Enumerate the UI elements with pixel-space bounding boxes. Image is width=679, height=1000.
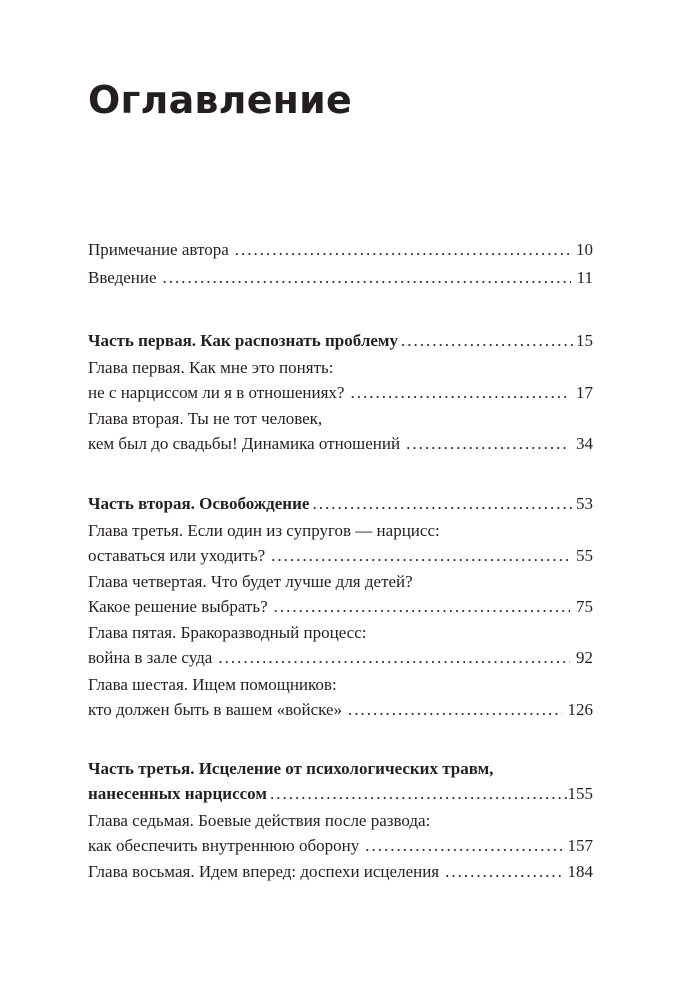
page-number: 15 — [576, 331, 593, 350]
toc-chapter-three[interactable] — [88, 518, 593, 568]
dot-leader — [235, 237, 570, 262]
part-title-line-2: нанесенных нарциссом — [88, 784, 267, 803]
dot-leader — [401, 328, 576, 353]
entry-title-line-2: оставаться или уходить? — [88, 546, 266, 565]
page-number: 55 — [576, 546, 593, 565]
entry-title-line-2: кем был до свадьбы! Динамика отношений — [88, 434, 401, 453]
entry-title-line-1: Глава третья. Если один из супругов — нарцисс: — [88, 521, 440, 540]
toc-entry-author-note[interactable] — [88, 237, 593, 262]
dot-leader — [365, 833, 561, 858]
entry-title-line-1: Глава четвертая. Что будет лучше для детей? — [88, 572, 413, 591]
toc-chapter-two[interactable] — [88, 406, 593, 456]
dot-leader — [348, 697, 561, 722]
part-title: Часть вторая. Освобождение — [88, 494, 310, 513]
page-number: 75 — [576, 597, 593, 616]
entry-title-line-2: война в зале суда — [88, 648, 213, 667]
entry-title-line-2: не с нарциссом ли я в отношениях? — [88, 383, 345, 402]
page-number: 34 — [576, 434, 593, 453]
dot-leader — [271, 543, 570, 568]
toc-part-three[interactable] — [88, 756, 593, 806]
page-number: 17 — [576, 383, 593, 402]
entry-title: Глава восьмая. Идем вперед: доспехи исцеления — [88, 862, 440, 881]
entry-title: Введение — [88, 268, 157, 287]
dot-leader — [163, 265, 571, 290]
page-number: 184 — [567, 862, 593, 881]
page-title: Оглавление — [88, 78, 352, 122]
page-number: 157 — [567, 836, 593, 855]
page-number: 10 — [576, 240, 593, 259]
toc-chapter-one[interactable] — [88, 355, 593, 405]
toc-chapter-six[interactable] — [88, 672, 593, 722]
part-title: Часть первая. Как распознать проблему — [88, 331, 398, 350]
dot-leader — [270, 781, 568, 806]
dot-leader — [406, 431, 570, 456]
toc-part-one[interactable] — [88, 328, 593, 353]
entry-title-line-2: как обеспечить внутреннюю оборону — [88, 836, 360, 855]
page-number: 126 — [567, 700, 593, 719]
entry-title-line-1: Глава пятая. Бракоразводный процесс: — [88, 623, 367, 642]
page-number: 92 — [576, 648, 593, 667]
entry-title-line-2: Какое решение выбрать? — [88, 597, 268, 616]
toc-chapter-eight[interactable] — [88, 859, 593, 884]
toc-chapter-five[interactable] — [88, 620, 593, 670]
dot-leader — [445, 859, 561, 884]
entry-title-line-1: Глава первая. Как мне это понять: — [88, 358, 334, 377]
toc-chapter-four[interactable] — [88, 569, 593, 619]
page-number: 53 — [576, 494, 593, 513]
entry-title-line-1: Глава вторая. Ты не тот человек, — [88, 409, 323, 428]
toc-part-two[interactable] — [88, 491, 593, 516]
entry-title: Примечание автора — [88, 240, 229, 259]
entry-title-line-1: Глава шестая. Ищем помощников: — [88, 675, 337, 694]
toc-entry-introduction[interactable] — [88, 265, 593, 290]
entry-title-line-1: Глава седьмая. Боевые действия после развода: — [88, 811, 431, 830]
entry-title-line-2: кто должен быть в вашем «войске» — [88, 700, 343, 719]
dot-leader — [218, 645, 570, 670]
part-title-line-1: Часть третья. Исцеление от психологических травм, — [88, 759, 494, 778]
page-number: 11 — [576, 268, 593, 287]
dot-leader — [274, 594, 570, 619]
page-number: 155 — [567, 784, 593, 803]
dot-leader — [312, 491, 576, 516]
toc-chapter-seven[interactable] — [88, 808, 593, 858]
dot-leader — [350, 380, 570, 405]
